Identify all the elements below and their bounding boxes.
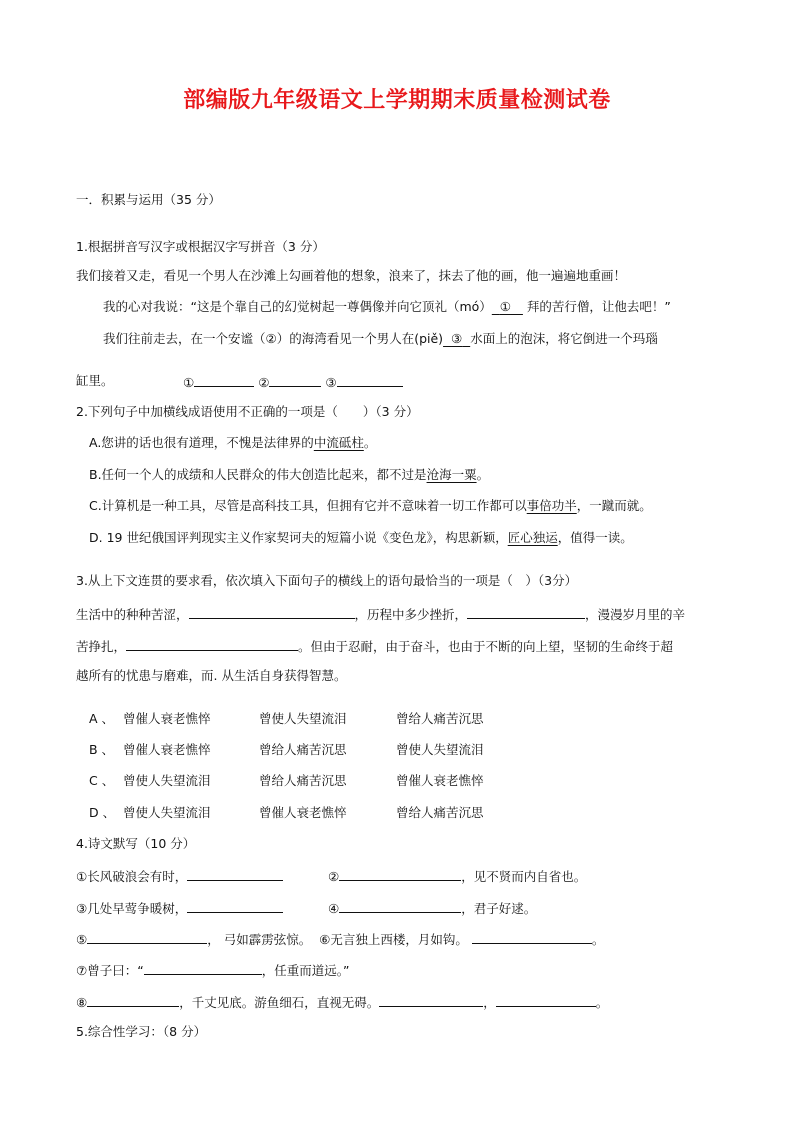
question-1-passage-line-3 — [103, 330, 658, 348]
recite-row-1a: ①长风破浪会有时， — [76, 866, 283, 886]
question-4-heading: 4.诗文默写（10 分） — [76, 836, 196, 851]
question-2-option-c: C.计算机是一种工具，尽管是高科技工具，但拥有它并不意味着一切工作都可以事倍功半，一蹴而就。 — [89, 498, 652, 513]
option-phrase: 曾催人衰老憔悴 — [259, 805, 347, 820]
option-phrase: 曾给人痛苦沉思 — [396, 805, 484, 820]
question-2-option-b: B.任何一个人的成绩和人民群众的伟大创造比起来，都不过是沧海一粟。 — [89, 467, 490, 482]
underlined-idiom: 匠心独运 — [507, 530, 558, 545]
fill-blank[interactable] — [379, 992, 483, 1007]
question-2-heading: 2.下列句子中加横线成语使用不正确的一项是（ ）（3 分） — [76, 404, 419, 419]
question-1-passage-line-2 — [103, 298, 671, 316]
underlined-idiom: 沧海一粟 — [426, 467, 477, 482]
option-phrase: 曾给人痛苦沉思 — [259, 742, 347, 757]
question-1-passage-line-4: 缸里。 — [76, 373, 114, 388]
question-3-line-3: 越所有的忧患与磨难，而. 从生活自身获得智慧。 — [76, 668, 347, 683]
fill-blank[interactable] — [87, 929, 207, 944]
section-heading: 一．积累与运用（35 分） — [76, 192, 221, 207]
question-5-heading: 5.综合性学习：（8 分） — [76, 1024, 207, 1039]
option-phrase: 曾催人衰老憔悴 — [396, 773, 484, 788]
fill-blank[interactable] — [467, 604, 585, 619]
question-3-line-1: 生活中的种种苦涩， ，历程中多少挫折， ，漫漫岁月里的辛 — [76, 604, 685, 624]
recite-row-1b: ② ，见不贤而内自省也。 — [328, 866, 586, 886]
passage-text: 我们往前走去，在一个安谧（②）的海湾看见一个男人在(piě) — [103, 331, 444, 346]
recite-row-5: ⑧ ，千丈见底。游鱼细石，直视无碍。 ， 。 — [76, 992, 608, 1012]
passage-text: 我的心对我说：“这是个靠自己的幻觉树起一尊偶像并向它顶礼（mó） — [103, 299, 492, 314]
question-1-passage-line-1: 我们接着又走，看见一个男人在沙滩上勾画着他的想象，浪来了，抹去了他的画，他一遍遍地重画！ — [76, 268, 627, 283]
fill-blank[interactable] — [187, 866, 283, 881]
option-phrase: 曾催人衰老憔悴 — [123, 742, 211, 757]
fill-blank[interactable] — [472, 929, 592, 944]
fill-blank[interactable] — [189, 604, 355, 619]
option-phrase: 曾使人失望流泪 — [123, 805, 211, 820]
question-1-heading: 1.根据拼音写汉字或根据汉字写拼音（3 分） — [76, 239, 325, 254]
option-phrase: 曾给人痛苦沉思 — [259, 773, 347, 788]
question-2-option-d: D. 19 世纪俄国评判现实主义作家契诃夫的短篇小说《变色龙》，构思新颖，匠心独运，值得一读。 — [89, 530, 633, 545]
fill-blank[interactable] — [339, 866, 461, 881]
question-2-option-a: A.您讲的话也很有道理，不愧是法律界的中流砥柱。 — [89, 435, 377, 450]
option-label: C 、 — [89, 773, 115, 788]
option-phrase: 曾使人失望流泪 — [123, 773, 211, 788]
answer-blank-3[interactable] — [337, 372, 403, 387]
option-phrase: 曾给人痛苦沉思 — [396, 711, 484, 726]
blank-1-marker: ① — [499, 299, 511, 314]
fill-blank[interactable] — [339, 898, 461, 913]
answer-blank-1[interactable] — [194, 372, 254, 387]
fill-blank[interactable] — [144, 960, 262, 975]
underlined-idiom: 中流砥柱 — [313, 435, 364, 450]
recite-row-3: ⑤ ， 弓如霹雳弦惊。 ⑥无言独上西楼，月如钩。 。 — [76, 929, 604, 949]
question-3-line-2: 苦挣扎， 。但由于忍耐，由于奋斗，也由于不断的向上望，坚韧的生命终于超 — [76, 636, 673, 656]
fill-blank[interactable] — [496, 992, 596, 1007]
recite-row-4: ⑦曾子曰：“ ，任重而道远。” — [76, 960, 349, 980]
option-label: A 、 — [89, 711, 115, 726]
passage-text: 拜的苦行僧，让他去吧！” — [526, 299, 671, 314]
question-3-heading: 3.从上下文连贯的要求看，依次填入下面句子的横线上的语句最恰当的一项是（ ）（3分） — [76, 573, 578, 588]
passage-text: 水面上的泡沫，将它倒进一个玛瑙 — [470, 331, 658, 346]
blank-3-marker: ③ — [451, 331, 463, 346]
recite-row-2a: ③几处早莺争暖树， — [76, 898, 283, 918]
option-label: D 、 — [89, 805, 116, 820]
answer-blank-2[interactable] — [269, 372, 321, 387]
recite-row-2b: ④ ，君子好逑。 — [328, 898, 536, 918]
fill-blank[interactable] — [126, 636, 298, 651]
option-phrase: 曾催人衰老憔悴 — [123, 711, 211, 726]
option-phrase: 曾使人失望流泪 — [396, 742, 484, 757]
option-phrase: 曾使人失望流泪 — [259, 711, 347, 726]
fill-blank[interactable] — [187, 898, 283, 913]
page-title: 部编版九年级语文上学期期末质量检测试卷 — [183, 88, 611, 113]
option-label: B 、 — [89, 742, 115, 757]
fill-blank[interactable] — [87, 992, 179, 1007]
question-1-answer-blanks: ① ② ③ — [183, 372, 403, 392]
underlined-idiom: 事倍功半 — [526, 498, 577, 513]
